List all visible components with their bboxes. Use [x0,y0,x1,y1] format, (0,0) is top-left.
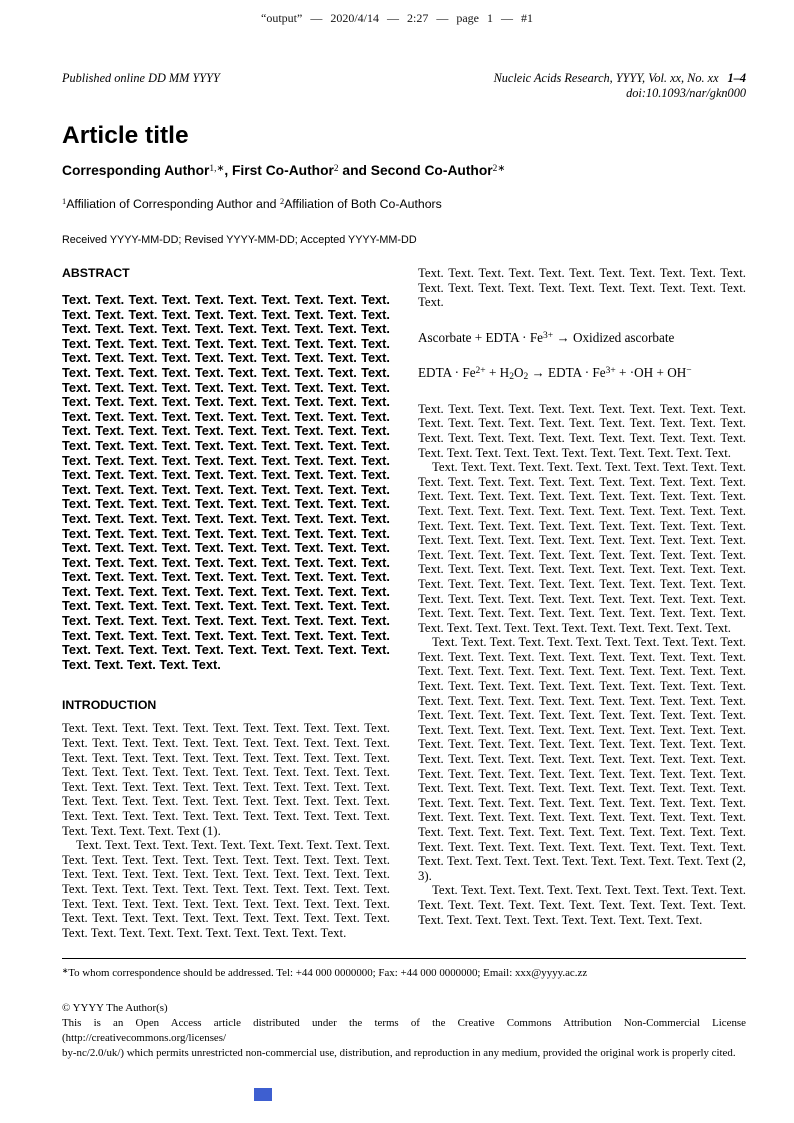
intro-paragraph-1: Text. Text. Text. Text. Text. Text. Text. Text. Text. Text. Text. Text. Text. Text. Text. Text. Text. Text. Text. Text. Text. Text. Text. Text. Text. Text. Text. Text. Text. Text. Text. Text. Text. Text. Text. Text. Text. Text. Text. Text. Text. Text. Text. Text. Text. Text. Text. Text. Text. Text. Text. Text. Text. Text. Text. Text. Text. Text. Text. Text. Text. Text. Text. Text. Text. Text. Text. Text. Text. Text. Text. Text. Text. Text. Text. Text. Text. Text. Text. Text. Text. Text (1). [62,721,390,838]
license-line-2: by-nc/2.0/uk/) which permits unrestricted non-commercial use, distribution, and reproduction in any medium, provided the original work is properly cited. [62,1046,736,1059]
article-title: Article title [62,122,189,149]
affiliation-line: $^1$Affiliation of Corresponding Author and $^2$Affiliation of Both Co-Authors [62,197,442,211]
author-line: Corresponding Author$^{1,∗}$, First Co-Author$^2$ and Second Co-Author$^{2∗}$ [62,163,506,178]
abstract-heading: ABSTRACT [62,266,130,280]
two-column-body [62,266,746,940]
chemical-equation-1: Ascorbate + EDTA · $Fe^{3+}$ → Oxidized ascorbate [418,329,675,345]
page-range: 1–4 [727,71,746,85]
correspondence-footnote: ∗To whom correspondence should be addressed. Tel: +44 000 0000000; Fax: +44 000 0000000; Email: xxx@yyyy.ac.zz [62,965,588,979]
body-paragraph-b: Text. Text. Text. Text. Text. Text. Text. Text. Text. Text. Text. Text. Text. Text. Text. Text. Text. Text. Text. Text. Text. Text. Text. Text. Text. Text. Text. Text. Text. Text. Text. Text. Text. Text. Text. Text. Text. Text. Text. Text. Text. Text. Text. Text. [418,401,746,460]
running-header: “output” — 2020/4/14 — 2:27 — page 1 — #1 [261,11,533,25]
footnote-rule [62,958,746,959]
introduction-heading: INTRODUCTION [62,698,157,713]
body-paragraph-d: Text. Text. Text. Text. Text. Text. Text. Text. Text. Text. Text. Text. Text. Text. Text. Text. Text. Text. Text. Text. Text. Text. Text. Text. Text. Text. Text. Text. Text. Text. Text. Text. Text. Text. Text. Text. Text. Text. Text. Text. Text. Text. Text. Text. Text. Text. Text. Text. Text. Text. Text. Text. Text. Text. Text. Text. Text. Text. Text. Text. Text. Text. Text. Text. Text. Text. Text. Text. Text. Text. Text. Text. Text. Text. Text. Text. Text. Text. Text. Text. Text. Text. Text. Text. Text. Text. Text. Text. Text. Text. Text. Text. Text. Text. Text. Text. Text. Text. Text. Text. Text. Text. Text. Text. Text. Text. Text. Text. Text. Text. Text. Text. Text. Text. Text. Text. Text. Text. Text. Text. Text. Text. Text. Text. Text. Text. Text. Text. Text. Text. Text. Text. Text. Text. Text. Text. Text. Text. Text. Text. Text. Text. Text. Text. Text. Text. Text. Text. Text. Text. Text. Text. Text. Text. Text. Text. Text. Text. Text. Text. Text. Text. Text. Text. Text. Text. Text. Text. Text. Text. Text. Text. Text. Text. Text. Text (2, 3). [418,635,746,883]
body-paragraph-c: Text. Text. Text. Text. Text. Text. Text. Text. Text. Text. Text. Text. Text. Text. Text. Text. Text. Text. Text. Text. Text. Text. Text. Text. Text. Text. Text. Text. Text. Text. Text. Text. Text. Text. Text. Text. Text. Text. Text. Text. Text. Text. Text. Text. Text. Text. Text. Text. Text. Text. Text. Text. Text. Text. Text. Text. Text. Text. Text. Text. Text. Text. Text. Text. Text. Text. Text. Text. Text. Text. Text. Text. Text. Text. Text. Text. Text. Text. Text. Text. Text. Text. Text. Text. Text. Text. Text. Text. Text. Text. Text. Text. Text. Text. Text. Text. Text. Text. Text. Text. Text. Text. Text. Text. Text. Text. Text. Text. Text. Text. Text. Text. Text. Text. Text. Text. Text. Text. Text. Text. Text. Text. Text. Text. Text. Text. Text. Text. Text. Text. Text. Text. [418,460,746,635]
body-paragraph-a: Text. Text. Text. Text. Text. Text. Text. Text. Text. Text. Text. Text. Text. Text. Text. Text. Text. Text. Text. Text. Text. Text. Text. [418,266,746,310]
chemical-equation-2: EDTA · $Fe^{2+} + H2O2$ → EDTA · $Fe^{3+} + \cdot OH + OH^-$ [418,364,692,382]
copyright-line: © YYYY The Author(s) [62,1002,168,1014]
journal-line [494,71,746,86]
published-online: Published online DD MM YYYY [62,71,220,85]
body-paragraph-e: Text. Text. Text. Text. Text. Text. Text. Text. Text. Text. Text. Text. Text. Text. Text. Text. Text. Text. Text. Text. Text. Text. Text. Text. Text. Text. Text. Text. Text. Text. Text. Text. [418,883,746,927]
blue-marker [254,1088,272,1101]
masthead [62,71,746,100]
license-line-1: This is an Open Access article distributed under the terms of the Creative Commons Attribution Non-Commercial License (http://creativecommons.org/licenses/ [62,1016,746,1044]
doi-line: doi:10.1093/nar/gkn000 [626,85,746,100]
journal-info-block [494,71,746,100]
left-column [62,266,390,940]
copyright-block [62,1001,746,1061]
right-column [418,266,746,940]
abstract-text: Text. Text. Text. Text. Text. Text. Text. Text. Text. Text. Text. Text. Text. Text. Text. Text. Text. Text. Text. Text. Text. Text. Text. Text. Text. Text. Text. Text. Text. Text. Text. Text. Text. Text. Text. Text. Text. Text. Text. Text. Text. Text. Text. Text. Text. Text. Text. Text. Text. Text. Text. Text. Text. Text. Text. Text. Text. Text. Text. Text. Text. Text. Text. Text. Text. Text. Text. Text. Text. Text. Text. Text. Text. Text. Text. Text. Text. Text. Text. Text. Text. Text. Text. Text. Text. Text. Text. Text. Text. Text. Text. Text. Text. Text. Text. Text. Text. Text. Text. Text. Text. Text. Text. Text. Text. Text. Text. Text. Text. Text. Text. Text. Text. Text. Text. Text. Text. Text. Text. Text. Text. Text. Text. Text. Text. Text. Text. Text. Text. Text. Text. Text. Text. Text. Text. Text. Text. Text. Text. Text. Text. Text. Text. Text. Text. Text. Text. Text. Text. Text. Text. Text. Text. Text. Text. Text. Text. Text. Text. Text. Text. Text. Text. Text. Text. Text. Text. Text. Text. Text. Text. Text. Text. Text. Text. Text. Text. Text. Text. Text. Text. Text. Text. Text. Text. Text. Text. Text. Text. Text. Text. Text. Text. Text. Text. Text. Text. Text. Text. Text. Text. Text. Text. Text. Text. Text. Text. Text. Text. Text. Text. Text. Text. Text. Text. Text. Text. Text. Text. Text. Text. Text. Text. Text. Text. Text. Text. Text. Text. Text. Text. Text. Text. Text. Text. Text. Text. Text. Text. Text. Text. Text. Text. Text. Text. Text. Text. Text. Text. Text. Text. Text. Text. Text. Text. [62,292,390,672]
intro-paragraph-2: Text. Text. Text. Text. Text. Text. Text. Text. Text. Text. Text. Text. Text. Text. Text. Text. Text. Text. Text. Text. Text. Text. Text. Text. Text. Text. Text. Text. Text. Text. Text. Text. Text. Text. Text. Text. Text. Text. Text. Text. Text. Text. Text. Text. Text. Text. Text. Text. Text. Text. Text. Text. Text. Text. Text. Text. Text. Text. Text. Text. Text. Text. Text. Text. Text. Text. Text. Text. Text. Text. Text. Text. Text. Text. Text. Text. [62,838,390,940]
received-line: Received YYYY-MM-DD; Revised YYYY-MM-DD; Accepted YYYY-MM-DD [62,234,417,246]
journal-title: Nucleic Acids Research, YYYY, Vol. xx, No. xx [493,71,719,85]
